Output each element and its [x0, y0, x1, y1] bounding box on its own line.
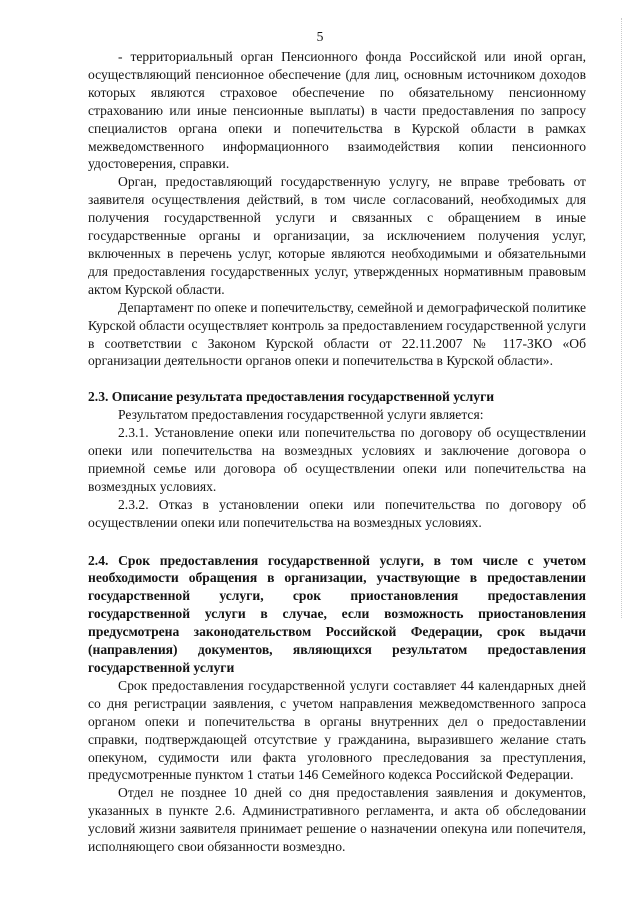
paragraph-pension-fund: - территориальный орган Пенсионного фонда Российской или иной орган, осуществляющий пенсионное обеспечение (для лиц, основным источником доходов которых являются страховое обеспечение по обязательному пенсионному страхованию или иные пенсионные выплаты) в части предоставления по запросу специалистов органа опеки и попечительства в Курской области в рамках межведомственного информационного взаимодействия копии пенсионного удостоверения, справки.	[88, 49, 586, 172]
page-number: 5	[316, 29, 324, 44]
section-2-3-intro: Результатом предоставления государственной услуги является:	[118, 407, 484, 423]
section-2-3-heading: 2.3. Описание результата предоставления государственной услуги	[88, 389, 495, 405]
section-2-3-item-2: 2.3.2. Отказ в установлении опеки или попечительства по договору об осуществлении опеки или попечительства на возмездных условиях.	[88, 496, 586, 530]
paragraph-no-extra-actions: Орган, предоставляющий государственную услугу, не вправе требовать от заявителя осуществления действий, в том числе согласований, необходимых для получения государственной услуги и связанных с обращением в иные государственные органы и организации, за исключением получения услуг, включенных в перечень услуг, которые являются необходимыми и обязательными для предоставления государственных услуг, утвержденных нормативным правовым актом Курской области.	[88, 174, 586, 297]
scan-edge-marks	[621, 18, 626, 618]
section-2-3-item-1: 2.3.1. Установление опеки или попечительства по договору об осуществлении опеки или попечительства на возмездных условиях и заключение договора о приемной семье или договора об осуществлении опеки или попечительства на возмездных условиях.	[88, 425, 586, 494]
section-2-4-heading: 2.4. Срок предоставления государственной услуги, в том числе с учетом необходимости обращения в организации, участвующие в предоставлении государственной услуги, срок приостановления предоставления государственной услуги в случае, если возможность приостановления предусмотрена законодательством Российской Федерации, срок выдачи (направления) документов, являющихся результатом предоставления государственной услуги	[88, 552, 586, 675]
section-2-4-decision-paragraph: Отдел не позднее 10 дней со дня предоставления заявления и документов, указанных в пункте 2.6. Административного регламента, и акта об обследовании условий жизни заявителя принимает решение о назначении опекуна или попечителя, исполняющего свои обязанности возмездно.	[88, 785, 586, 855]
document-body	[88, 48, 586, 856]
paragraph-department-control: Департамент по опеке и попечительству, семейной и демографической политике Курской области осуществляет контроль за предоставлением государственной услуги в соответствии с Законом Курской области от 22.11.2007 № 117-ЗКО «Об организации деятельности органов опеки и попечительства в Курской области».	[88, 299, 586, 369]
section-2-4-term-paragraph: Срок предоставления государственной услуги составляет 44 календарных дней со дня регистрации заявления, с учетом направления межведомственного запроса органом опеки и попечительства в органы внутренних дел о предоставлении справки, подтверждающей отсутствие у гражданина, выразившего желание стать опекуном, судимости или факта уголовного преследования за преступления, предусмотренные пунктом 1 статьи 146 Семейного кодекса Российской Федерации.	[88, 677, 586, 783]
